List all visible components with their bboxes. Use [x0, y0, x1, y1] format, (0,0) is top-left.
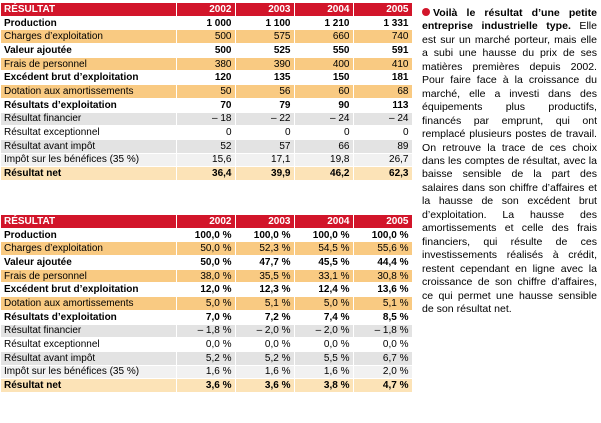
table-row — [1, 242, 412, 256]
income-statement-table — [1, 3, 413, 181]
table-row — [1, 98, 412, 112]
row-value: – 1,8 % — [353, 324, 412, 338]
table-row — [1, 324, 412, 338]
row-value: 12,3 % — [235, 283, 294, 297]
row-value: 54,5 % — [294, 242, 353, 256]
table-row — [1, 351, 412, 365]
row-value: 575 — [235, 30, 294, 44]
header-label: RÉSULTAT — [1, 215, 176, 228]
row-value: 5,2 % — [176, 351, 235, 365]
header-year: 2004 — [294, 215, 353, 228]
row-value: – 1,8 % — [176, 324, 235, 338]
row-value: 5,1 % — [235, 297, 294, 311]
row-value: 46,2 — [294, 167, 353, 181]
header-year: 2004 — [294, 3, 353, 16]
header-year: 2005 — [353, 215, 412, 228]
row-label: Production — [1, 16, 176, 30]
row-value: 1 100 — [235, 16, 294, 30]
row-value: 0,0 % — [294, 338, 353, 352]
row-value: 0 — [294, 126, 353, 140]
row-value: 57 — [235, 139, 294, 153]
table-body — [1, 16, 412, 180]
row-value: 52 — [176, 139, 235, 153]
table-row — [1, 365, 412, 379]
row-label: Impôt sur les bénéfices (35 %) — [1, 153, 176, 167]
row-value: 525 — [235, 44, 294, 58]
row-value: 150 — [294, 71, 353, 85]
row-value: 100,0 % — [176, 228, 235, 242]
row-value: 380 — [176, 57, 235, 71]
row-value: 8,5 % — [353, 310, 412, 324]
row-label: Dotation aux amortissements — [1, 85, 176, 99]
row-value: 33,1 % — [294, 269, 353, 283]
row-value: 38,0 % — [176, 269, 235, 283]
header-year: 2002 — [176, 3, 235, 16]
row-value: 1 210 — [294, 16, 353, 30]
row-value: 113 — [353, 98, 412, 112]
row-label: Résultat exceptionnel — [1, 338, 176, 352]
table-row — [1, 126, 412, 140]
row-value: – 2,0 % — [294, 324, 353, 338]
row-value: 500 — [176, 44, 235, 58]
row-value: 2,0 % — [353, 365, 412, 379]
row-value: 47,7 % — [235, 256, 294, 270]
row-value: 52,3 % — [235, 242, 294, 256]
table-row — [1, 71, 412, 85]
table-row — [1, 269, 412, 283]
row-value: 7,4 % — [294, 310, 353, 324]
row-value: 45,5 % — [294, 256, 353, 270]
table-row — [1, 30, 412, 44]
row-value: – 24 — [294, 112, 353, 126]
row-label: Résultat net — [1, 379, 176, 393]
row-value: 12,0 % — [176, 283, 235, 297]
article-text — [422, 7, 597, 316]
header-label: RÉSULTAT — [1, 3, 176, 16]
header-year: 2002 — [176, 215, 235, 228]
row-label: Résultat net — [1, 167, 176, 181]
row-label: Production — [1, 228, 176, 242]
row-label: Résultat exceptionnel — [1, 126, 176, 140]
row-value: 12,4 % — [294, 283, 353, 297]
income-statement-percent-table — [1, 215, 413, 393]
row-value: 6,7 % — [353, 351, 412, 365]
row-value: 0 — [176, 126, 235, 140]
row-value: 400 — [294, 57, 353, 71]
article-lead: Voilà le résultat d’une petite entreprise industrielle type. — [422, 7, 597, 33]
table-row — [1, 16, 412, 30]
header-year: 2003 — [235, 3, 294, 16]
article-body: Elle est sur un marché porteur, mais elle a subi une hausse du prix de ses matières premières depuis 2002. Pour faire face à la croissance du marché, elle a investi dans des équipements plus productifs, financés par emprunt, qui ont remplacé plusieurs postes de travail. On retrouve la trace de ces choix dans les comptes de résultat, avec la baisse sensible de la part des salaires dans son chiffre d’affaires et la hausse de son excédent brut d’exploitation. La hausse des amortissements et celle des frais financiers, qui résulte de ces investissements réalisés à crédit, restent cependant en ligne avec la croissance de son chiffre d’affaires, ce qui permet une hausse sensible de son résultat net. — [422, 20, 597, 315]
row-value: 0,0 % — [235, 338, 294, 352]
bullet-icon — [422, 8, 430, 16]
row-value: 89 — [353, 139, 412, 153]
row-value: – 18 — [176, 112, 235, 126]
row-label: Charges d’exploitation — [1, 242, 176, 256]
row-value: 68 — [353, 85, 412, 99]
row-value: 500 — [176, 30, 235, 44]
row-value: 5,5 % — [294, 351, 353, 365]
header-year: 2005 — [353, 3, 412, 16]
row-label: Valeur ajoutée — [1, 44, 176, 58]
table-row — [1, 338, 412, 352]
row-value: 3,6 % — [176, 379, 235, 393]
row-value: 15,6 — [176, 153, 235, 167]
row-value: 135 — [235, 71, 294, 85]
row-value: 100,0 % — [235, 228, 294, 242]
row-value: 3,6 % — [235, 379, 294, 393]
row-value: 0 — [353, 126, 412, 140]
row-value: 35,5 % — [235, 269, 294, 283]
table-row — [1, 297, 412, 311]
table-row — [1, 228, 412, 242]
row-value: 17,1 — [235, 153, 294, 167]
row-value: – 22 — [235, 112, 294, 126]
row-value: 44,4 % — [353, 256, 412, 270]
table-row — [1, 283, 412, 297]
row-value: 56 — [235, 85, 294, 99]
table-row — [1, 167, 412, 181]
row-value: 39,9 — [235, 167, 294, 181]
row-value: 70 — [176, 98, 235, 112]
row-value: 26,7 — [353, 153, 412, 167]
row-value: 90 — [294, 98, 353, 112]
row-value: 50,0 % — [176, 242, 235, 256]
row-value: 1,6 % — [235, 365, 294, 379]
table-row — [1, 57, 412, 71]
row-value: 410 — [353, 57, 412, 71]
row-value: 120 — [176, 71, 235, 85]
row-value: 60 — [294, 85, 353, 99]
row-value: 550 — [294, 44, 353, 58]
row-label: Frais de personnel — [1, 269, 176, 283]
row-value: 50,0 % — [176, 256, 235, 270]
table-row — [1, 85, 412, 99]
table-row — [1, 379, 412, 393]
row-value: 50 — [176, 85, 235, 99]
row-value: 1,6 % — [176, 365, 235, 379]
header-year: 2003 — [235, 215, 294, 228]
row-value: 3,8 % — [294, 379, 353, 393]
row-value: 591 — [353, 44, 412, 58]
row-label: Résultat avant impôt — [1, 351, 176, 365]
row-label: Valeur ajoutée — [1, 256, 176, 270]
row-value: 30,8 % — [353, 269, 412, 283]
row-label: Résultat avant impôt — [1, 139, 176, 153]
row-value: 390 — [235, 57, 294, 71]
row-value: 79 — [235, 98, 294, 112]
table-row — [1, 44, 412, 58]
table-row — [1, 153, 412, 167]
row-value: 1,6 % — [294, 365, 353, 379]
row-value: 0,0 % — [353, 338, 412, 352]
row-label: Excédent brut d’exploitation — [1, 71, 176, 85]
row-value: 740 — [353, 30, 412, 44]
row-value: 0,0 % — [176, 338, 235, 352]
table-body — [1, 228, 412, 392]
row-label: Dotation aux amortissements — [1, 297, 176, 311]
row-value: 660 — [294, 30, 353, 44]
row-value: 100,0 % — [294, 228, 353, 242]
row-value: 19,8 — [294, 153, 353, 167]
row-value: 181 — [353, 71, 412, 85]
row-value: 1 331 — [353, 16, 412, 30]
row-value: 7,0 % — [176, 310, 235, 324]
row-value: 13,6 % — [353, 283, 412, 297]
row-value: 4,7 % — [353, 379, 412, 393]
table-row — [1, 112, 412, 126]
table-row — [1, 256, 412, 270]
table-header-row — [1, 215, 412, 228]
row-value: 62,3 — [353, 167, 412, 181]
row-value: 66 — [294, 139, 353, 153]
row-label: Charges d’exploitation — [1, 30, 176, 44]
row-value: – 24 — [353, 112, 412, 126]
row-value: 100,0 % — [353, 228, 412, 242]
row-value: 0 — [235, 126, 294, 140]
row-value: 5,1 % — [353, 297, 412, 311]
row-label: Excédent brut d’exploitation — [1, 283, 176, 297]
row-value: 36,4 — [176, 167, 235, 181]
row-value: 5,0 % — [176, 297, 235, 311]
row-value: 1 000 — [176, 16, 235, 30]
row-label: Frais de personnel — [1, 57, 176, 71]
row-value: 5,0 % — [294, 297, 353, 311]
row-label: Résultat financier — [1, 324, 176, 338]
row-label: Résultat financier — [1, 112, 176, 126]
row-value: 5,2 % — [235, 351, 294, 365]
table-row — [1, 139, 412, 153]
row-label: Résultats d’exploitation — [1, 98, 176, 112]
table-header-row — [1, 3, 412, 16]
row-value: 7,2 % — [235, 310, 294, 324]
row-label: Résultats d’exploitation — [1, 310, 176, 324]
row-label: Impôt sur les bénéfices (35 %) — [1, 365, 176, 379]
row-value: 55,6 % — [353, 242, 412, 256]
row-value: – 2,0 % — [235, 324, 294, 338]
table-row — [1, 310, 412, 324]
